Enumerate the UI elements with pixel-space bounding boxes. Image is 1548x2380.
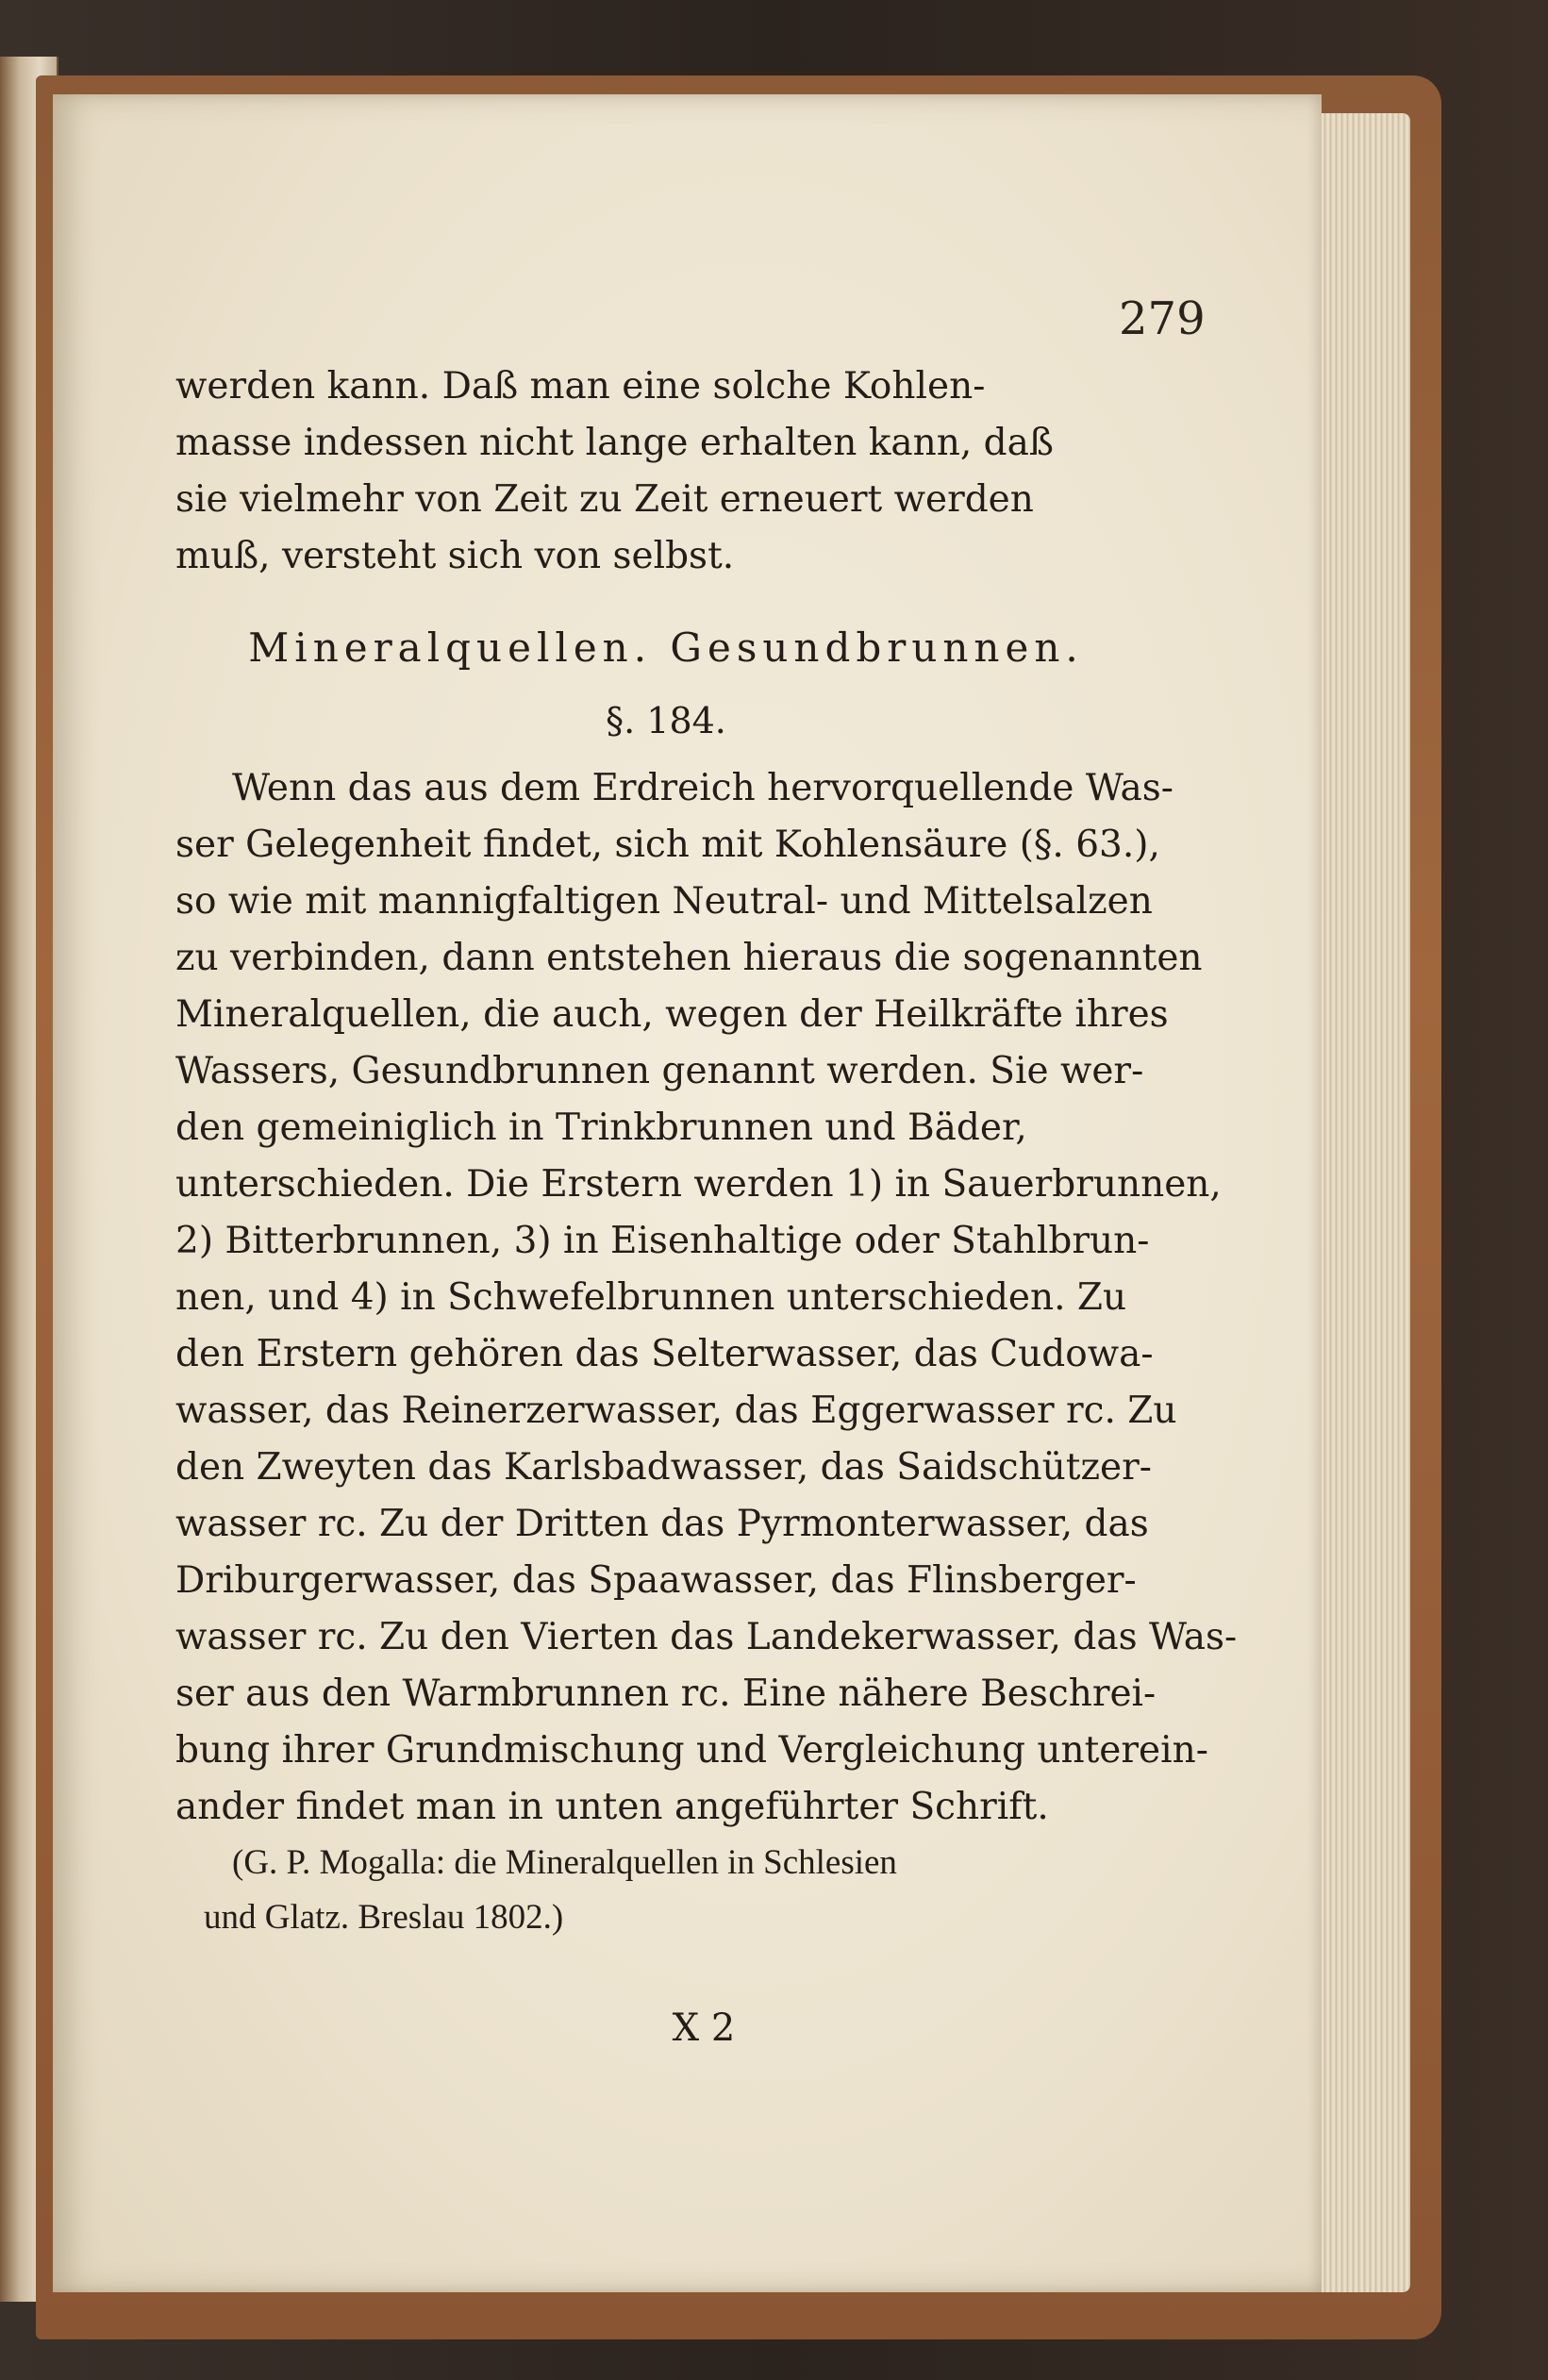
text-line: muß, versteht sich von selbst. bbox=[175, 535, 735, 577]
text-line: bung ihrer Grundmischung und Vergleichung unterein- bbox=[175, 1729, 1208, 1772]
text-line: ander findet man in unten angeführter Schrift. bbox=[175, 1786, 1049, 1828]
page-body bbox=[175, 358, 1238, 2056]
text-line: sie vielmehr von Zeit zu Zeit erneuert werden bbox=[175, 478, 1034, 521]
reference-line: (G. P. Mogalla: die Mineralquellen in Schlesien bbox=[232, 1843, 897, 1882]
text-line: so wie mit mannigfaltigen Neutral- und Mittelsalzen bbox=[175, 880, 1153, 923]
reference-line: und Glatz. Breslau 1802.) bbox=[204, 1898, 564, 1937]
text-line: wasser, das Reinerzerwasser, das Eggerwasser rc. Zu bbox=[175, 1390, 1177, 1432]
text-line: Driburgerwasser, das Spaawasser, das Flinsberger- bbox=[175, 1559, 1137, 1602]
text-line: wasser rc. Zu den Vierten das Landekerwasser, das Was- bbox=[175, 1616, 1238, 1658]
text-line: nen, und 4) in Schwefelbrunnen unterschieden. Zu bbox=[175, 1276, 1127, 1319]
text-line: den Erstern gehören das Selterwasser, das Cudowa- bbox=[175, 1333, 1154, 1375]
book-page bbox=[53, 94, 1322, 2292]
text-line: ser aus den Warmbrunnen rc. Eine nähere Beschrei- bbox=[175, 1673, 1157, 1715]
text-line: masse indessen nicht lange erhalten kann, daß bbox=[175, 422, 1054, 464]
text-line: den gemeiniglich in Trinkbrunnen und Bäder, bbox=[175, 1107, 1027, 1149]
text-line: 2) Bitterbrunnen, 3) in Eisenhaltige oder Stahlbrun- bbox=[175, 1220, 1150, 1262]
signature-mark: X 2 bbox=[672, 2006, 736, 2050]
text-line: werden kann. Daß man eine solche Kohlen- bbox=[175, 365, 986, 408]
chapter-heading: Mineralquellen. Gesundbrunnen. bbox=[248, 624, 1084, 671]
text-line: ser Gelegenheit findet, sich mit Kohlensäure (§. 63.), bbox=[175, 824, 1160, 866]
section-number: §. 184. bbox=[606, 700, 726, 741]
text-line: zu verbinden, dann entstehen hieraus die sogenannten bbox=[175, 937, 1203, 979]
text-line: Mineralquellen, die auch, wegen der Heilkräfte ihres bbox=[175, 993, 1169, 1036]
text-line: wasser rc. Zu der Dritten das Pyrmonterwasser, das bbox=[175, 1503, 1149, 1545]
text-line: den Zweyten das Karlsbadwasser, das Saidschützer- bbox=[175, 1446, 1152, 1489]
text-line: Wassers, Gesundbrunnen genannt werden. Sie wer- bbox=[175, 1050, 1144, 1092]
page-number: 279 bbox=[1119, 292, 1206, 345]
text-line: Wenn das aus dem Erdreich hervorquellende Was- bbox=[232, 767, 1173, 809]
text-line: unterschieden. Die Erstern werden 1) in Sauerbrunnen, bbox=[175, 1163, 1222, 1206]
